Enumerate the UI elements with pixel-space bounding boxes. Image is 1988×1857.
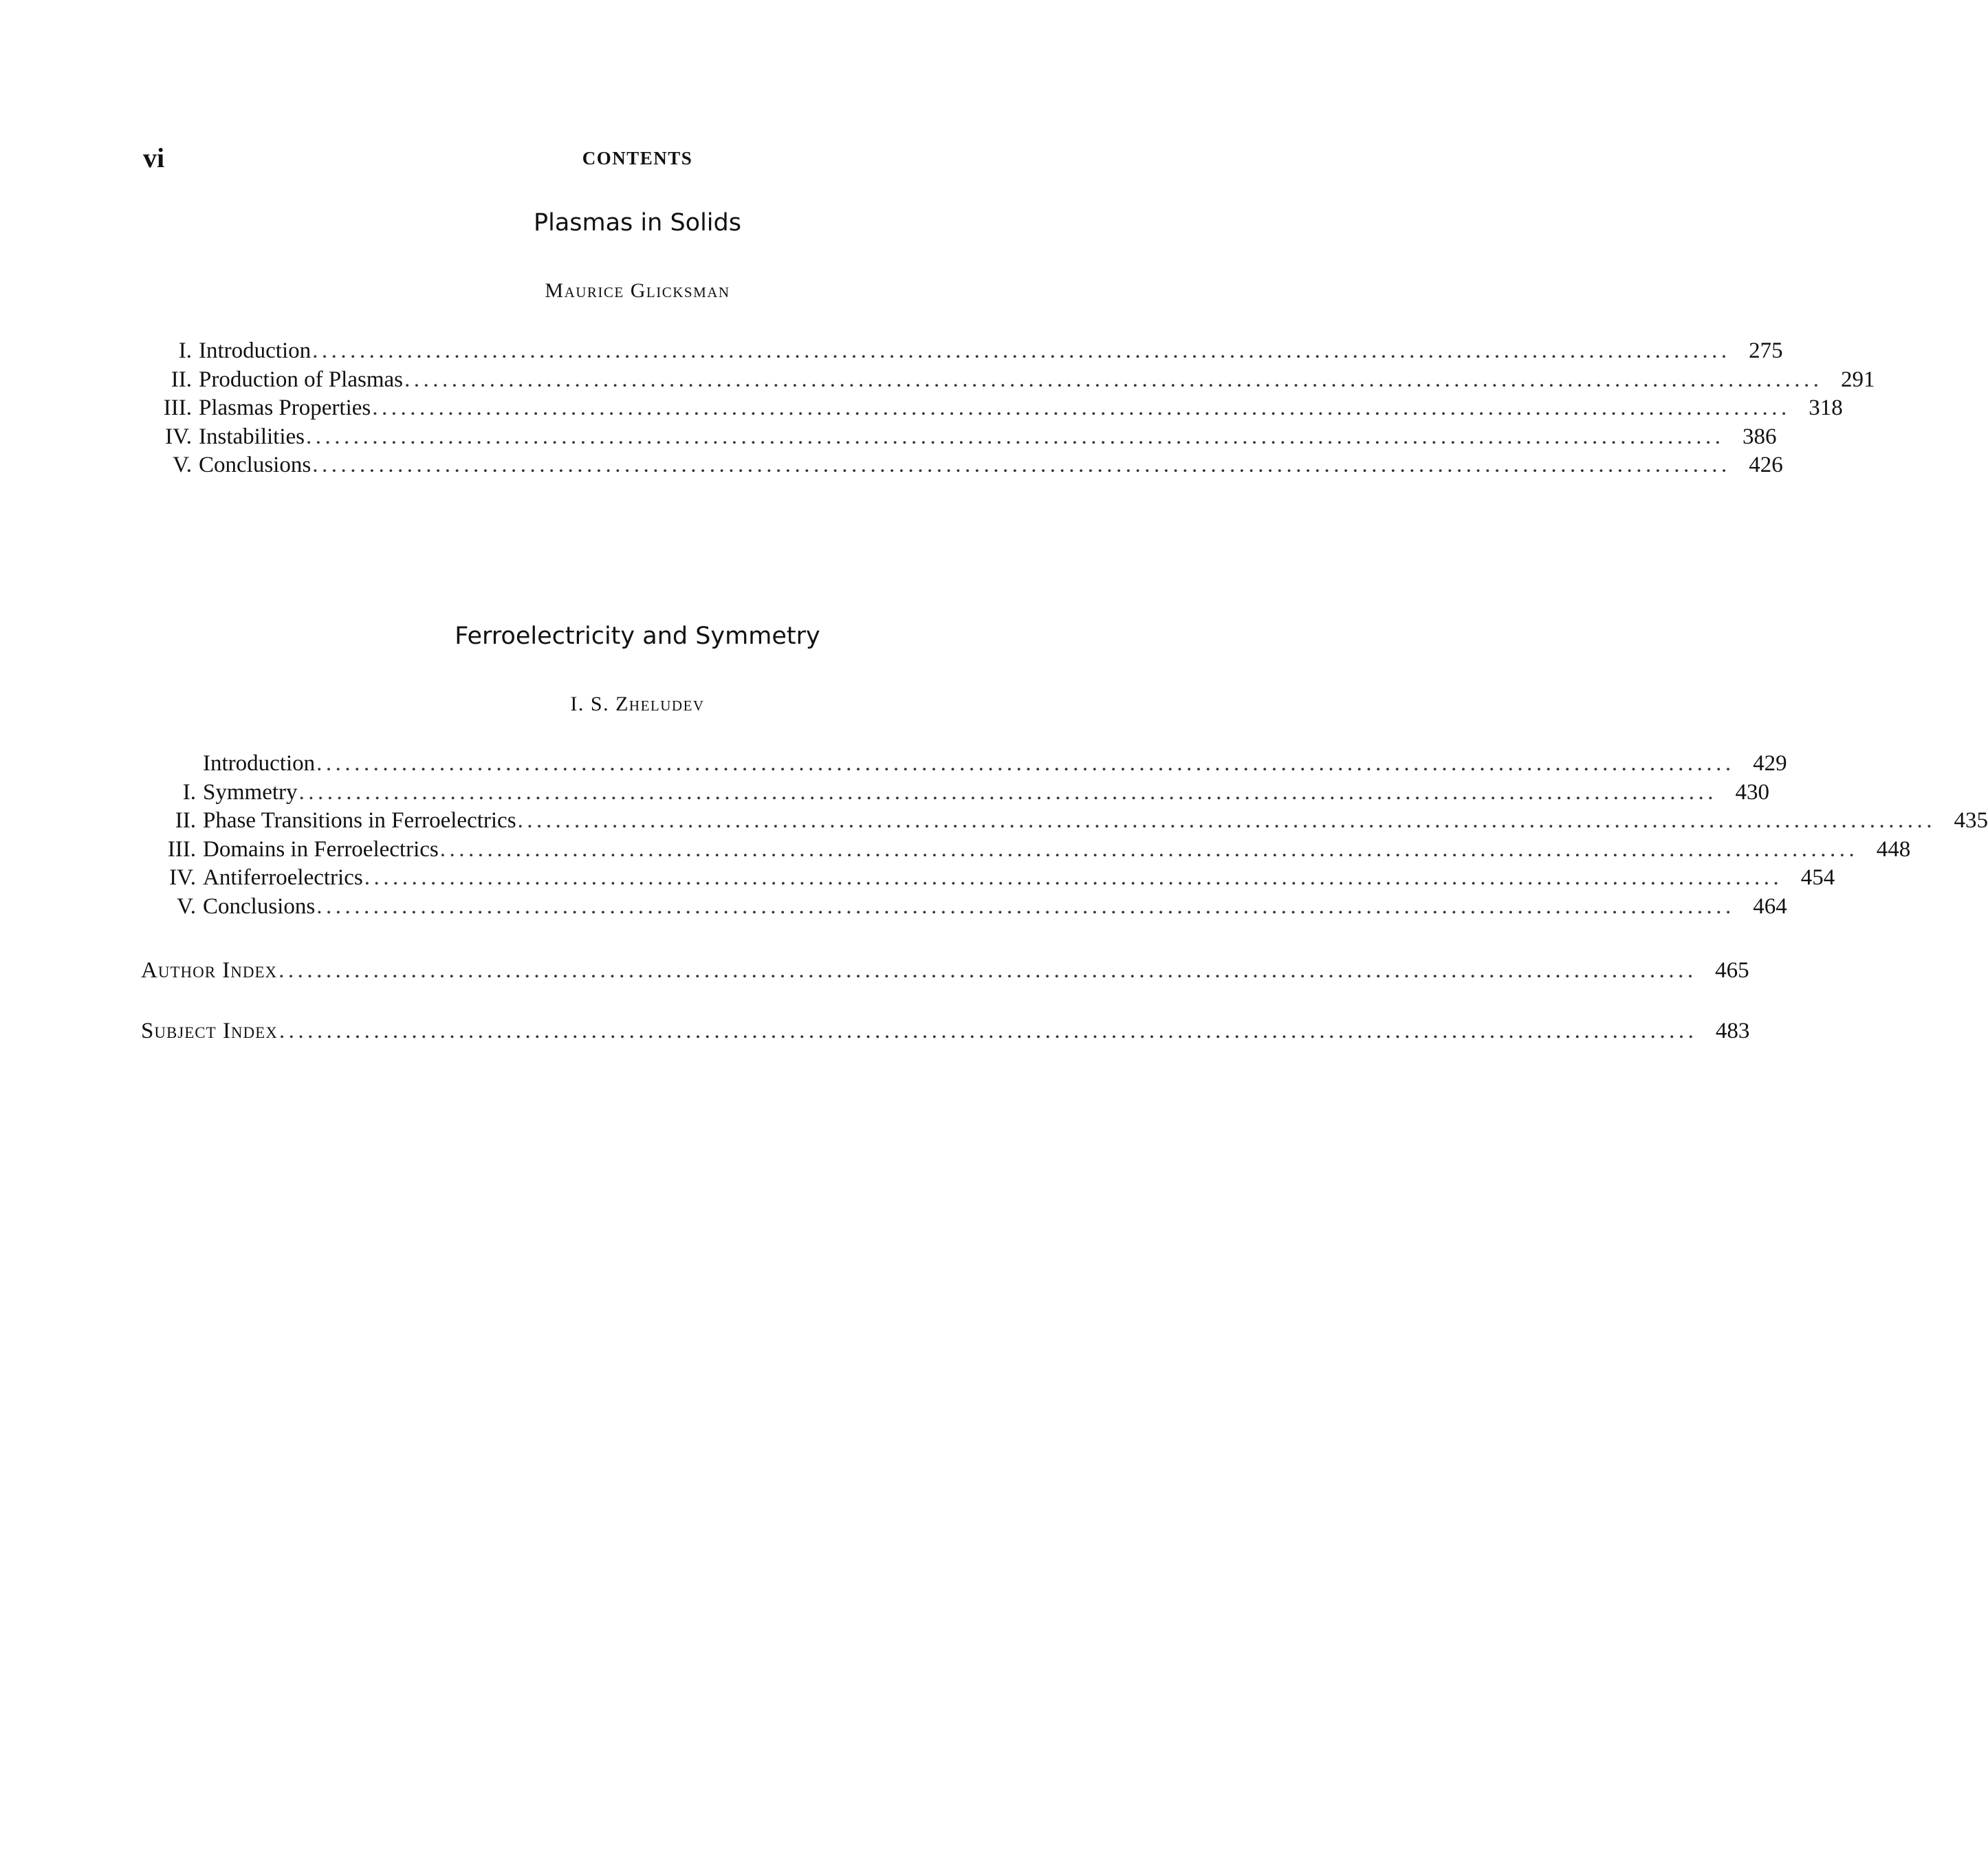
dot-leader: ...................................................................................................................................................... [312,453,1731,477]
toc-entry[interactable] [141,836,1911,865]
entry-label: Conclusions [203,893,316,919]
section-author-glicksman: Maurice Glicksman [545,279,730,302]
entry-page: 426 [1749,453,1783,477]
dot-leader: ...................................................................................................................................................... [517,808,1936,833]
entry-label: Plasmas Properties [199,395,371,420]
entry-page: 291 [1840,367,1875,392]
entry-page: 464 [1753,893,1787,919]
dot-leader: ...................................................................................................................................................... [305,424,1725,449]
toc-entry[interactable] [141,451,1783,480]
page-folio: vi [143,142,165,173]
author-index-entry[interactable] [141,956,1749,985]
subject-index-entry-wrap [141,1017,1750,1045]
toc-entry[interactable] [141,337,1783,366]
toc-entry[interactable] [141,893,1787,922]
entry-label: Domains in Ferroelectrics [203,836,439,862]
entry-number: I. [182,779,196,805]
toc-entry[interactable] [141,807,1988,836]
running-head: CONTENTS [582,148,693,169]
entry-page: 318 [1809,395,1843,420]
entry-number: IV. [165,424,192,449]
section-author-zheludev: I. S. Zheludev [570,693,705,715]
dot-leader: ...................................................................................................................................................... [404,367,1823,392]
entry-number: II. [171,367,192,392]
dot-leader: ...................................................................................................................................................... [372,395,1791,420]
entry-label: Instabilities [199,424,305,449]
toc-list-ferroelectricity [141,750,1988,921]
section-title-ferroelectricity: Ferroelectricity and Symmetry [455,622,820,650]
entry-label: Antiferroelectrics [203,865,363,890]
dot-leader: ...................................................................................................................................................... [364,865,1783,890]
dot-leader: ...................................................................................................................................................... [316,751,1735,776]
entry-page: 386 [1742,424,1777,449]
entry-label: Symmetry [203,779,298,805]
dot-leader: ...................................................................................................................................................... [316,893,1735,919]
entry-page: 448 [1876,836,1911,862]
subject-index-entry[interactable] [141,1017,1750,1045]
entry-page: 465 [1715,958,1749,983]
entry-page: 454 [1800,865,1835,890]
dot-leader: ...................................................................................................................................................... [312,338,1731,363]
entry-number: V. [177,893,196,919]
dot-leader: ...................................................................................................................................................... [278,1019,1698,1043]
entry-label: Author Index [141,958,278,983]
entry-number: I. [178,338,192,363]
dot-leader: ...................................................................................................................................................... [439,836,1859,862]
entry-page: 483 [1715,1019,1750,1043]
entry-label: Introduction [203,751,316,776]
entry-label: Production of Plasmas [199,367,403,392]
toc-list-plasmas [141,337,1875,480]
entry-number: III. [163,395,192,420]
entry-page: 275 [1749,338,1783,363]
toc-entry[interactable] [141,423,1777,452]
entry-number: III. [167,836,196,862]
toc-entry[interactable] [141,864,1835,893]
entry-number: II. [175,808,196,833]
entry-label: Introduction [199,338,312,363]
entry-label: Conclusions [199,453,312,477]
toc-entry[interactable] [141,779,1769,807]
entry-page: 430 [1735,779,1769,805]
entry-label: Subject Index [141,1019,278,1043]
dot-leader: ...................................................................................................................................................... [278,958,1697,983]
author-index-entry-wrap [141,956,1749,985]
dot-leader: ...................................................................................................................................................... [298,779,1717,805]
section-title-plasmas: Plasmas in Solids [534,209,741,237]
entry-page: 429 [1753,751,1787,776]
entry-number: IV. [169,865,196,890]
entry-page: 435 [1954,808,1988,833]
toc-entry[interactable] [141,394,1843,423]
toc-entry[interactable] [141,750,1787,779]
entry-number: V. [173,453,192,477]
toc-entry[interactable] [141,366,1875,395]
entry-label: Phase Transitions in Ferroelectrics [203,808,516,833]
